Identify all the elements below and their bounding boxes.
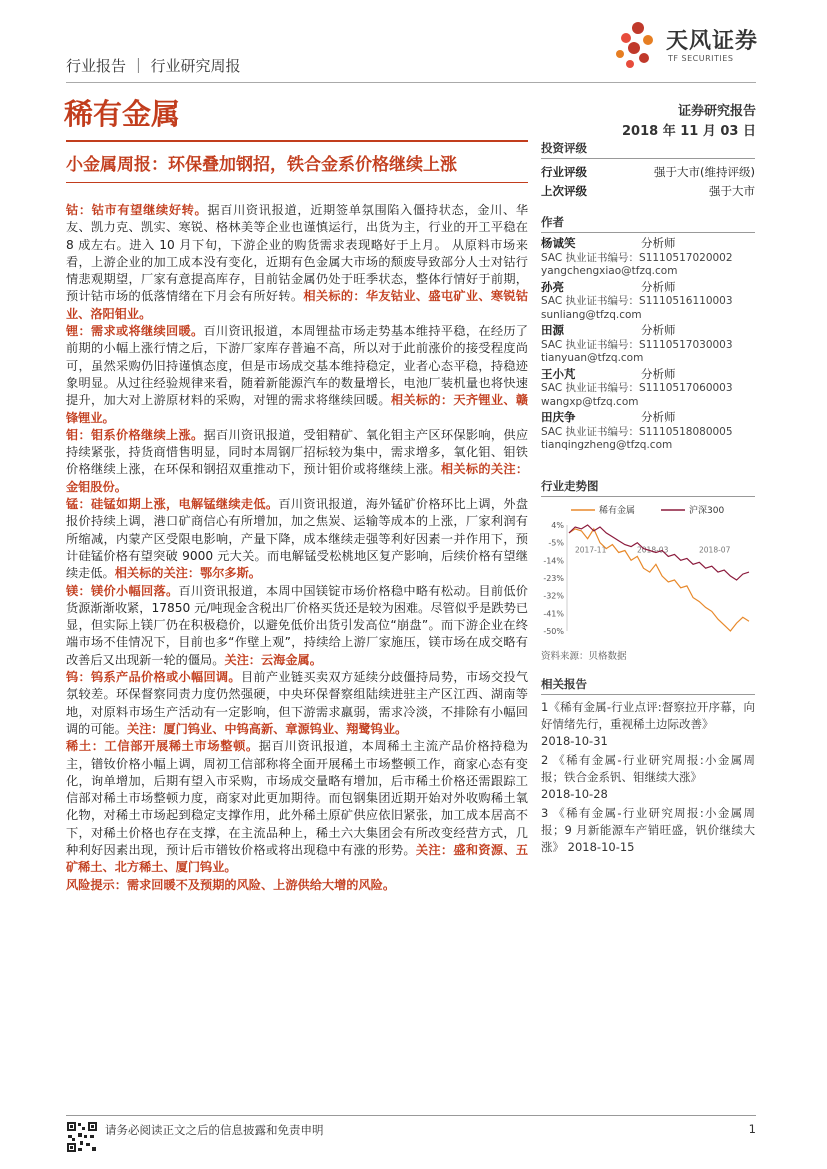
para-head: 钴：钴市有望继续好转。 — [66, 203, 208, 217]
rating-header: 投资评级 — [541, 140, 755, 159]
report-date: 2018 年 11 月 03 日 — [622, 124, 756, 139]
logo-text: 天风证券 — [666, 29, 759, 54]
legend-label: 沪深300 — [689, 506, 725, 516]
author-email[interactable]: tianqingzheng@tfzq.com — [541, 439, 673, 451]
para-text: 百川资讯报道，本周中国镁锭市场价格稳中略有松动。目前低价货源渐渐收紧，17850 元/吨现金含税出厂价格买货还是较为困难。尽管似乎是跌势已显，但实际上镁厂仍在积极稳价，以避免低价出货引发高位“崩盘”。而下游企业在终端市场不佳情况下，目前也多“作壁上观”，持续给上游厂家施压，镁市场在成交略有改善后又出现新一轮的僵局。 — [66, 583, 528, 667]
author-name: 田庆争 — [541, 410, 576, 424]
para-tail: 相关标的关注：金钼股份。 — [66, 462, 529, 494]
author-name: 杨诚笑 — [541, 236, 576, 250]
related-header: 相关报告 — [541, 676, 755, 695]
para-head: 镁：镁价小幅回落。 — [66, 583, 179, 598]
related-date: 2018-10-28 — [541, 787, 608, 801]
rating-row — [541, 163, 755, 182]
para-text: 目前产业链买卖双方延续分歧僵持局势，市场交投气氛较差。环保督察同责力度仍然强硬，中央环保督察组陆续进驻主产区江西、湖南等地，对原料市场生产活动有一定影响，但下游需求羸弱，需求冷淡，不排除有小幅回调的可能。 — [66, 670, 529, 736]
x-tick-label: 2017-11 — [575, 545, 607, 555]
author-email[interactable]: tianyuan@tfzq.com — [541, 352, 644, 364]
body-paragraph — [66, 738, 528, 876]
author-email[interactable]: wangxp@tfzq.com — [541, 395, 639, 408]
rating-key: 行业评级 — [541, 165, 587, 179]
para-text: 百川资讯报道，本周锂盐市场走势基本维持平稳，在经历了前期的小幅上涨行情之后，下游厂家库存普遍不高，所以对于此前涨价的接受程度尚可，虽然采购仍旧持谨慎态度，但是市场成交基本维持稳定，业者心态平稳，持稳迹象明显。从过往经验规律来看，随着新能源汽车的数量增长，电池厂装机量也将快速提升，加大对上游原材料的采购，对锂的需求将继续回暖。 — [66, 324, 529, 408]
para-text: 据百川资讯报道，本周稀土主流产品价格持稳为主，镨钕价格小幅上调，周初工信部称将全面开展稀土市场整顿工作，商家心态有变化，询单增加，后期有望入市采购，市场成交量略有增加，后市稀土价格还需跟踪工信部对稀土市场整顿力度，商家对此更加期待。而包钢集团近期开始对外收购稀土氧化物，对稀土市场起到稳定支撑作用，此外稀土原矿供应依旧紧张，加工成本居高不下，对稀土价格也存在支撑，在主流品种上，稀土六大集团会有所改变经营方式，几种利好因素出现，预计后市镨钕价格或将出现稳中有涨的形势。 — [66, 739, 529, 857]
para-head: 钨：钨系产品价格或小幅回调。 — [66, 670, 241, 685]
company-logo — [608, 18, 768, 74]
rating-key: 上次评级 — [541, 184, 587, 198]
author-entry — [541, 368, 755, 410]
body-paragraph — [66, 669, 528, 738]
rating-panel — [541, 140, 755, 201]
para-head: 锂：需求或将继续回暖。 — [66, 324, 204, 339]
related-report[interactable] — [541, 699, 755, 750]
related-date: 2018-10-31 — [541, 734, 608, 748]
related-date: 2018-10-15 — [567, 840, 635, 854]
rating-value: 强于大市 — [709, 184, 755, 198]
qr-code-icon — [66, 1121, 98, 1153]
footer-divider — [66, 1115, 756, 1116]
para-tail: 关注：云海金属。 — [224, 652, 322, 667]
author-cert: SAC 执业证书编号：S1110517030003 — [541, 338, 733, 351]
y-tick-label: -41% — [543, 609, 564, 619]
y-tick-label: -23% — [543, 574, 564, 583]
chart-source: 资料来源：贝格数据 — [541, 651, 627, 662]
related-title[interactable]: 2 《稀有金属-行业研究周报:小金属周报；铁合金系钒、钼继续大涨》 — [541, 753, 755, 784]
author-entry — [541, 281, 755, 323]
related-report[interactable] — [541, 752, 755, 803]
para-tail: 关注：厦门钨业、中钨高新、章源钨业、翔鹭钨业。 — [126, 721, 408, 736]
body-paragraph — [66, 583, 528, 669]
author-role: 分析师 — [641, 410, 676, 424]
author-name: 孙亮 — [541, 279, 564, 294]
title-rule-bottom — [66, 182, 528, 183]
report-category: 行业报告 ｜ 行业研究周报 — [66, 57, 241, 75]
trend-chart — [541, 501, 755, 641]
legend-label: 稀有金属 — [599, 506, 636, 516]
author-cert: SAC 执业证书编号：S1110517060003 — [541, 382, 733, 394]
trend-panel — [541, 478, 755, 662]
author-entry — [541, 324, 755, 366]
body-paragraph — [66, 323, 528, 427]
author-role: 分析师 — [641, 236, 676, 250]
para-text: 据百川资讯报道，近期签单氛围陷入僵持状态，金川、华友、凯力克、凯实、寒锐、格林美等企业也谨慎运行，出货为主，行业的开工平稳在 8 成左右。进入 10 月下旬，下游企业的购货需求表现略好于上月。 从原料市场来看，上游企业的加工成本没有变化，近期有色金属大市场的颓废导致部分人士对钴行情悲观期望，厂家有意提高库存，目前钴金属仍处于旺季状态，整体行情好于前期，预计钴市场的低落情绪在下月会有所好转。 — [66, 203, 529, 304]
report-title: 小金属周报：环保叠加钢招，铁合金系价格继续上涨 — [66, 155, 457, 175]
report-type: 证券研究报告 — [677, 104, 756, 119]
y-tick-label: -14% — [543, 556, 564, 566]
para-head: 稀土：工信部开展稀土市场整顿。 — [66, 739, 259, 754]
sector-title: 稀有金属 — [64, 97, 181, 131]
para-text: 据百川资讯报道，受钼精矿、氧化钼主产区环保影响，供应持续紧张，持货商惜售明显，同时本周钢厂招标较为集中，需求增多，氧化钼、钼铁价格继续上涨，在环保和钢招双重推动下，预计钼价或将继续上涨。 — [66, 427, 529, 477]
author-email[interactable]: yangchengxiao@tfzq.com — [541, 265, 678, 277]
author-cert: SAC 执业证书编号：S1110517020002 — [541, 251, 733, 264]
logo-icon — [608, 18, 664, 74]
para-head: 锰：硅锰如期上涨，电解锰继续走低。 — [66, 497, 279, 512]
related-panel — [541, 676, 755, 858]
author-name: 田源 — [541, 323, 564, 337]
author-entry — [541, 237, 755, 279]
body-paragraph — [66, 496, 528, 582]
series-line — [569, 529, 749, 631]
author-header: 作者 — [541, 214, 755, 233]
related-title[interactable]: 1《稀有金属-行业点评:督察拉开序幕，向好情绪先行，重视稀土边际改善》 — [541, 700, 755, 731]
y-tick-label: -5% — [548, 538, 564, 548]
author-role: 分析师 — [641, 279, 676, 294]
para-tail: 关注：盛和资源、五矿稀土、北方稀土、厦门钨业。 — [66, 842, 529, 875]
author-cert: SAC 执业证书编号：S1110518080005 — [541, 425, 733, 438]
x-tick-label: 2018-07 — [699, 545, 731, 555]
y-tick-label: -32% — [543, 591, 564, 601]
author-role: 分析师 — [641, 366, 676, 381]
body-paragraph — [66, 877, 528, 894]
header-divider — [66, 82, 756, 83]
logo-subtext: TF SECURITIES — [668, 54, 734, 63]
author-name: 王小芃 — [541, 366, 576, 381]
y-tick-label: -50% — [543, 627, 564, 636]
trend-header: 行业走势图 — [541, 478, 755, 497]
footer-disclaimer[interactable]: 请务必阅读正文之后的信息披露和免责申明 — [105, 1123, 324, 1137]
para-head: 钼：钼系价格继续上涨。 — [66, 427, 204, 442]
body-text — [66, 202, 528, 894]
para-head: 风险提示：需求回暖不及预期的风险、上游供给大增的风险。 — [66, 877, 396, 892]
para-tail: 相关标的关注：鄂尔多斯。 — [114, 566, 261, 581]
para-tail: 相关标的：华友钴业、盛屯矿业、寒锐钴业、洛阳钼业。 — [66, 289, 529, 321]
author-role: 分析师 — [641, 323, 676, 337]
author-cert: SAC 执业证书编号：S1110516110003 — [541, 295, 733, 307]
related-title[interactable]: 3 《稀有金属-行业研究周报:小金属周报；9 月新能源车产销旺盛，钒价继续大涨》 — [541, 806, 755, 854]
title-rule — [66, 140, 528, 142]
x-tick-label: 2018-03 — [637, 545, 669, 555]
para-tail: 相关标的：天齐锂业、赣锋锂业。 — [66, 393, 529, 425]
page-number: 1 — [748, 1122, 756, 1136]
y-tick-label: 4% — [551, 521, 564, 530]
body-paragraph — [66, 202, 528, 323]
rating-value: 强于大市(维持评级) — [654, 165, 755, 179]
related-report[interactable] — [541, 805, 755, 856]
author-email[interactable]: sunliang@tfzq.com — [541, 308, 642, 321]
author-entry — [541, 411, 755, 453]
authors-panel — [541, 214, 755, 455]
para-text: 百川资讯报道，海外锰矿价格环比上调，外盘报价持续上调，港口矿商信心有所增加，加之焦炭、运输等成本的上涨，厂家利润有所缩减，内蒙产区受限电影响，产量下降，成本继续走强等利好因素一并作用下，预计硅锰价格有望突破 9000 元大关。而电解锰受松桃地区复产影响，后续价格有望继续走低。 — [66, 497, 529, 581]
body-paragraph — [66, 427, 528, 496]
rating-row — [541, 182, 755, 201]
